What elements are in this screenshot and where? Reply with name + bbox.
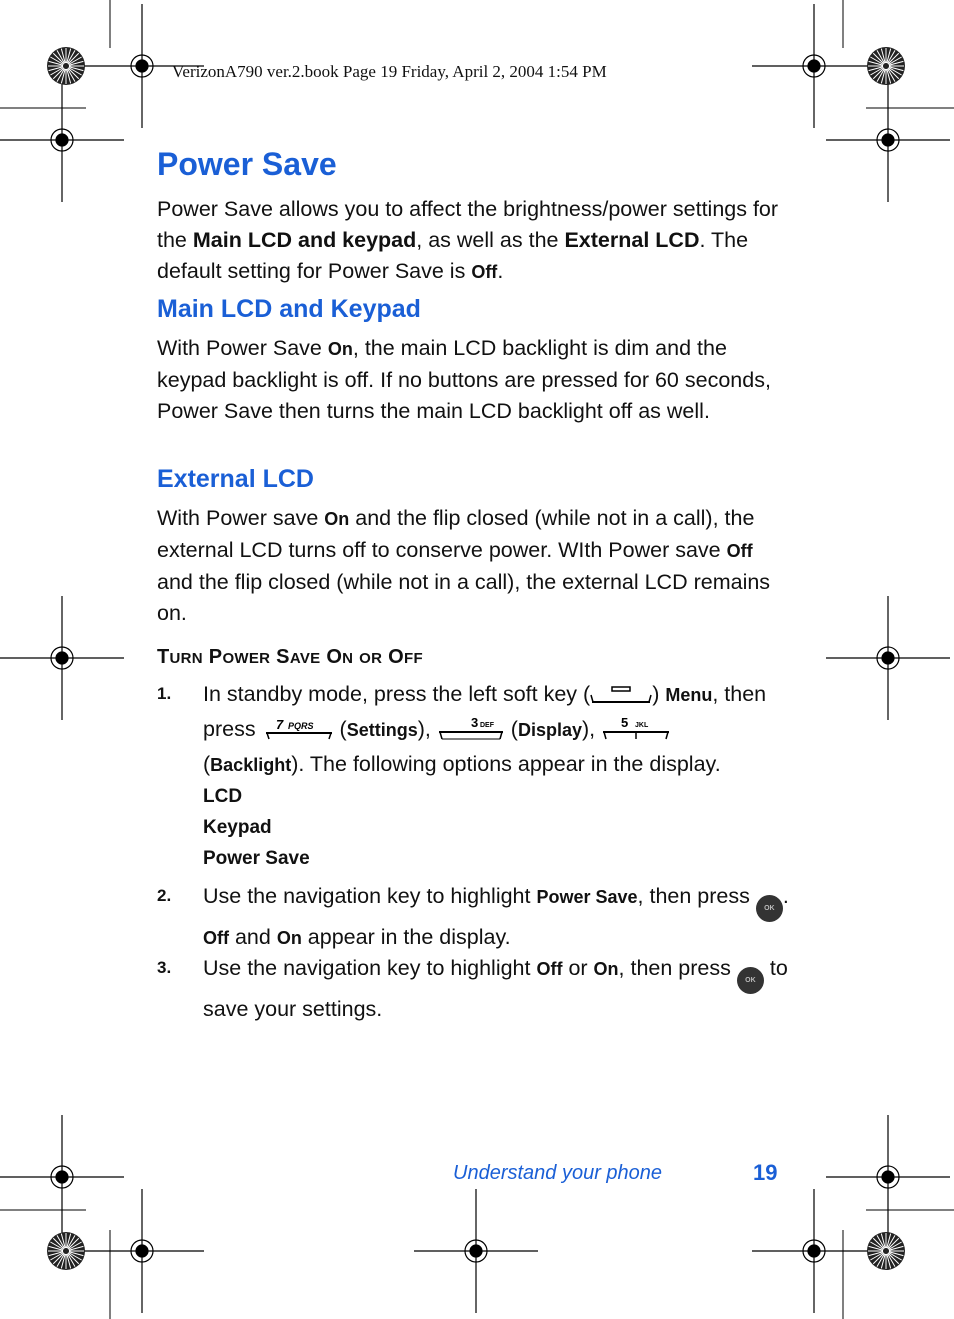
step-number: 2. (157, 886, 172, 905)
option-power-save: Power Save (203, 848, 310, 869)
ok-button-icon: OK (737, 967, 764, 994)
step-3-text: Use the navigation key to highlight Off or On, then press OK to save your settings. (203, 956, 788, 1021)
step-1-text: In standby mode, press the left soft key ( ) Menu, then press 7 PQRS (Settings), 3 DEF (Display), 5 JKL (Backlight). The following options appear in the display. (203, 682, 767, 776)
svg-text:PQRS: PQRS (287, 721, 314, 731)
option-keypad: Keypad (203, 817, 272, 838)
svg-text:5: 5 (621, 718, 629, 730)
svg-text:JKL: JKL (635, 722, 649, 729)
step-number: 3. (157, 958, 172, 977)
section-heading-external-lcd: External LCD (157, 465, 314, 493)
ok-button-icon: OK (756, 895, 783, 922)
procedure-heading: TURN POWER SAVE ON OR OFF (157, 646, 423, 668)
step-number: 1. (157, 684, 172, 703)
section-heading-main-lcd: Main LCD and Keypad (157, 295, 421, 323)
intro-paragraph: Power Save allows you to affect the brightness/power settings for the Main LCD and keypad, as well as the External LCD. The default setting for Power Save is Off. (157, 197, 779, 283)
book-header: VerizonA790 ver.2.book Page 19 Friday, April 2, 2004 1:54 PM (172, 62, 607, 81)
svg-text:DEF: DEF (479, 722, 494, 729)
page-number: 19 (753, 1160, 778, 1185)
main-lcd-paragraph: With Power Save On, the main LCD backlight is dim and the keypad backlight is off. If no buttons are pressed for 60 seconds, Power Save then turns the main LCD backlight off as well. (157, 336, 771, 423)
svg-text:3: 3 (470, 718, 479, 730)
step-2-text: Use the navigation key to highlight Power Save, then press OK. Off and On appear in the display. (203, 884, 789, 949)
left-soft-key-icon (590, 683, 652, 714)
footer-section-title: Understand your phone (453, 1162, 663, 1184)
external-lcd-paragraph: With Power save On and the flip closed (while not in a call), the external LCD turns off to conserve power. WIth Power save Off and the flip closed (while not in a call), the external LCD remains on. (157, 506, 771, 625)
svg-text:7: 7 (275, 718, 283, 732)
key-3-icon (437, 718, 505, 749)
key-5-icon (601, 718, 671, 749)
page-title: Power Save (157, 146, 337, 182)
key-7-icon (262, 718, 334, 749)
option-lcd: LCD (203, 786, 243, 807)
